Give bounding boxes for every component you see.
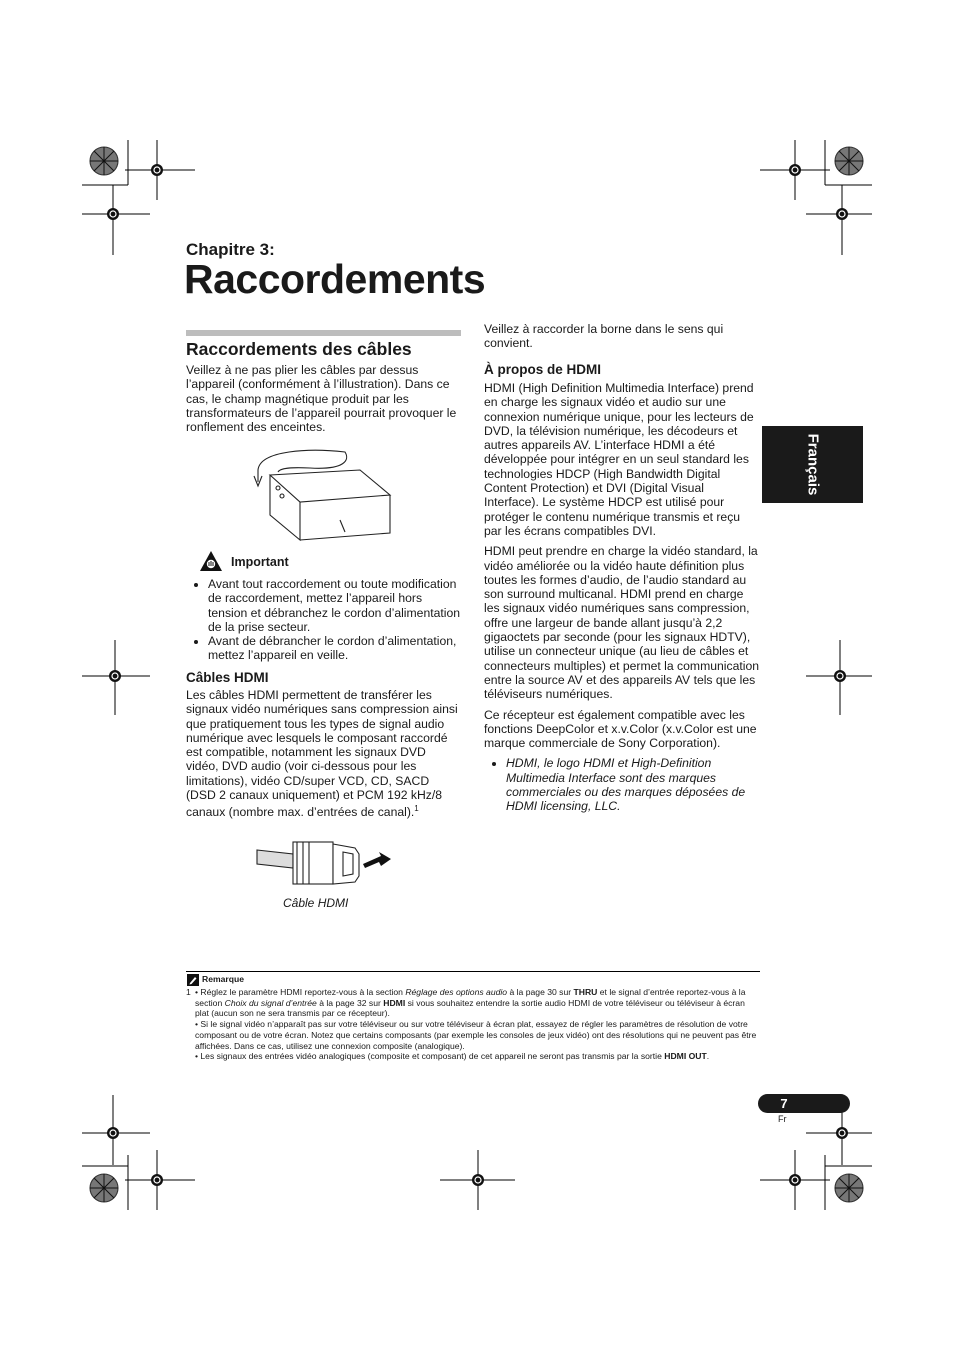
language-tab-label-wrap (762, 426, 863, 503)
notes-number: 1 (186, 987, 191, 997)
note-text: . (706, 1051, 710, 1062)
hdmi-cables-text-wrap (186, 688, 461, 820)
important-list-wrap (186, 577, 461, 663)
right-intro-wrap (484, 322, 760, 357)
about-hdmi-paragraph-2: HDMI peut prendre en charge la vidéo standard, la vidéo améliorée ou la vidéo haute définition plus toutes les formes d’audio, de l’audio standard au son surround multicanal. HDMI prend en charge les signaux vidéo numériques sans compression, offre une largeur de bande allant jusqu’à 2,2 gigaoctets par seconde (pour les signaux HDTV), utilise un connecteur unique (au lieu de câbles et connecteurs multiples) et permet la communication entre la source AV et des appareils AV tels que les téléviseurs numériques. (484, 544, 760, 702)
hdmi-cable-illustration (255, 832, 395, 892)
left-intro (186, 363, 461, 440)
about-hdmi-paragraph-1: HDMI (High Definition Multimedia Interface) prend en charge les signaux vidéo et audio sur une connexion numérique unique, pour les lecteurs de DVD, la télévision numérique, les décodeurs et autres appareils AV. L’interface HDMI a été développée pour intégrer en un seul standard les technologies HDCP (High Bandwidth Digital Content Protection) et DVI (Digital Visual Interface). Le système HDCP est utilisé pour protéger le contenu numérique transmis et reçu par les écrans compatibles DVI. (484, 381, 754, 538)
trademark-notice: • HDMI, le logo HDMI et High-Definition Multimedia Interface sont des marques commerciales ou des marques déposées de HDMI licensing, LLC. (506, 756, 761, 813)
warning-icon (199, 550, 223, 572)
about-hdmi-body (484, 381, 761, 814)
section-bar (186, 330, 461, 336)
page-language: Fr (778, 1114, 787, 1124)
note-text: à la page 32 sur (316, 997, 384, 1008)
note-text: si vous souhaitez entendre la sortie audio HDMI de votre téléviseur ou téléviseur à écran plat (aucun son ne sera transmis par ce récepteur). (195, 997, 745, 1019)
note-text: et le signal d’entrée reportez-vous à la section (195, 987, 746, 1008)
note-text: Si le signal vidéo n’apparaît pas sur votre téléviseur ou sur votre téléviseur à écran plat, essayez de régler les paramètres de résolution de votre composant ou de votre écran. Notez que certains composants (par exemple les consoles de jeux vidéo) ont des résolutions qui ne peuvent pas être affichées. Dans ce cas, utilisez une connexion composite (analogique). (195, 1019, 757, 1051)
notes-heading: Remarque (202, 974, 245, 984)
note-bold-text: HDMI OUT (664, 1051, 707, 1062)
cable-bending-illustration (250, 440, 395, 545)
section-title: Raccordements des câbles (186, 339, 412, 359)
note-link-text: Choix du signal d’entrée (224, 997, 317, 1008)
note-bold-text: HDMI (383, 997, 406, 1008)
note-text: Réglez le paramètre HDMI reportez-vous à la section (200, 987, 406, 997)
intro-paragraph: Veillez à ne pas plier les câbles par dessus l’appareil (conformément à l’illustration). Dans ce cas, le champ magnétique produit par les transformateurs de l’appareil pourrait provoquer le ronflement des enceintes. (186, 363, 457, 435)
trademark-list (484, 756, 761, 813)
page-number: 7 (780, 1096, 788, 1111)
hdmi-cables-text: Les câbles HDMI permettent de transférer les signaux vidéo numériques sans compression ainsi que pratiquement tous les types de signal audio numérique avec lesquels le composant raccordé est compatible, notamment les signaux DVD vidéo, DVD audio (voir ci-dessous pour les limitations), vidéo CD/super VCD, CD, SACD (DSD 2 canaux uniquement) et PCM 192 kHz/8 canaux (nombre max. d’entrées de canal). (186, 688, 458, 820)
note-bold-text: THRU (573, 987, 598, 997)
notes-rule (186, 971, 760, 972)
important-heading: Important (231, 555, 289, 569)
note-item-2: • Si le signal vidéo n’apparaît pas sur votre téléviseur ou sur votre téléviseur à écran plat, essayez de régler les paramètres de résolution de votre composant ou de votre écran. Notez que certains composants (par exemple les consoles de jeux vidéo) ont des résolutions qui ne peuvent pas être affichées. Dans ce cas, utilisez une connexion composite (analogique). (195, 1019, 757, 1051)
note-icon (187, 974, 199, 986)
notes-body (195, 987, 760, 1062)
note-item-1: • Réglez le paramètre HDMI reportez-vous à la section Réglage des options audio à la page 30 sur THRU et le signal d’entrée reportez-vous à la section Choix du signal d’entrée à la page 32 sur HDMI si vous souhaitez entendre la sortie audio HDMI de votre téléviseur ou téléviseur à écran plat (aucun son ne sera transmis par ce récepteur). (195, 987, 746, 1019)
right-intro: Veillez à raccorder la borne dans le sens qui convient. (484, 322, 724, 351)
language-tab-label: Français (803, 433, 821, 496)
important-item: • Avant tout raccordement ou toute modification de raccordement, mettez l’appareil hors tension et débranchez le cordon d’alimentation de la prise secteur. (208, 577, 461, 634)
footnote-ref: 1 (414, 804, 419, 814)
note-link-text: Réglage des options audio (405, 987, 508, 997)
important-list (186, 577, 461, 663)
note-text: Les signaux des entrées vidéo analogiques (composite et composant) de cet appareil ne seront pas transmis par la sortie (200, 1051, 665, 1062)
chapter-label: Chapitre 3: (186, 240, 275, 259)
about-hdmi-paragraph-3: Ce récepteur est également compatible avec les fonctions DeepColor et x.v.Color (x.v.Color est une marque commerciale de Sony Corporation). (484, 707, 757, 751)
note-item-3: • Les signaux des entrées vidéo analogiques (composite et composant) de cet appareil ne seront pas transmis par la sortie HDMI OUT. (195, 1051, 710, 1062)
about-hdmi-heading: À propos de HDMI (484, 362, 601, 377)
important-item: • Avant de débrancher le cordon d’alimentation, mettez l’appareil en veille. (208, 634, 461, 663)
note-text: à la page 30 sur (507, 987, 574, 997)
chapter-title: Raccordements (184, 256, 486, 302)
hdmi-cable-caption: Câble HDMI (283, 896, 349, 910)
hdmi-cables-heading: Câbles HDMI (186, 670, 269, 685)
